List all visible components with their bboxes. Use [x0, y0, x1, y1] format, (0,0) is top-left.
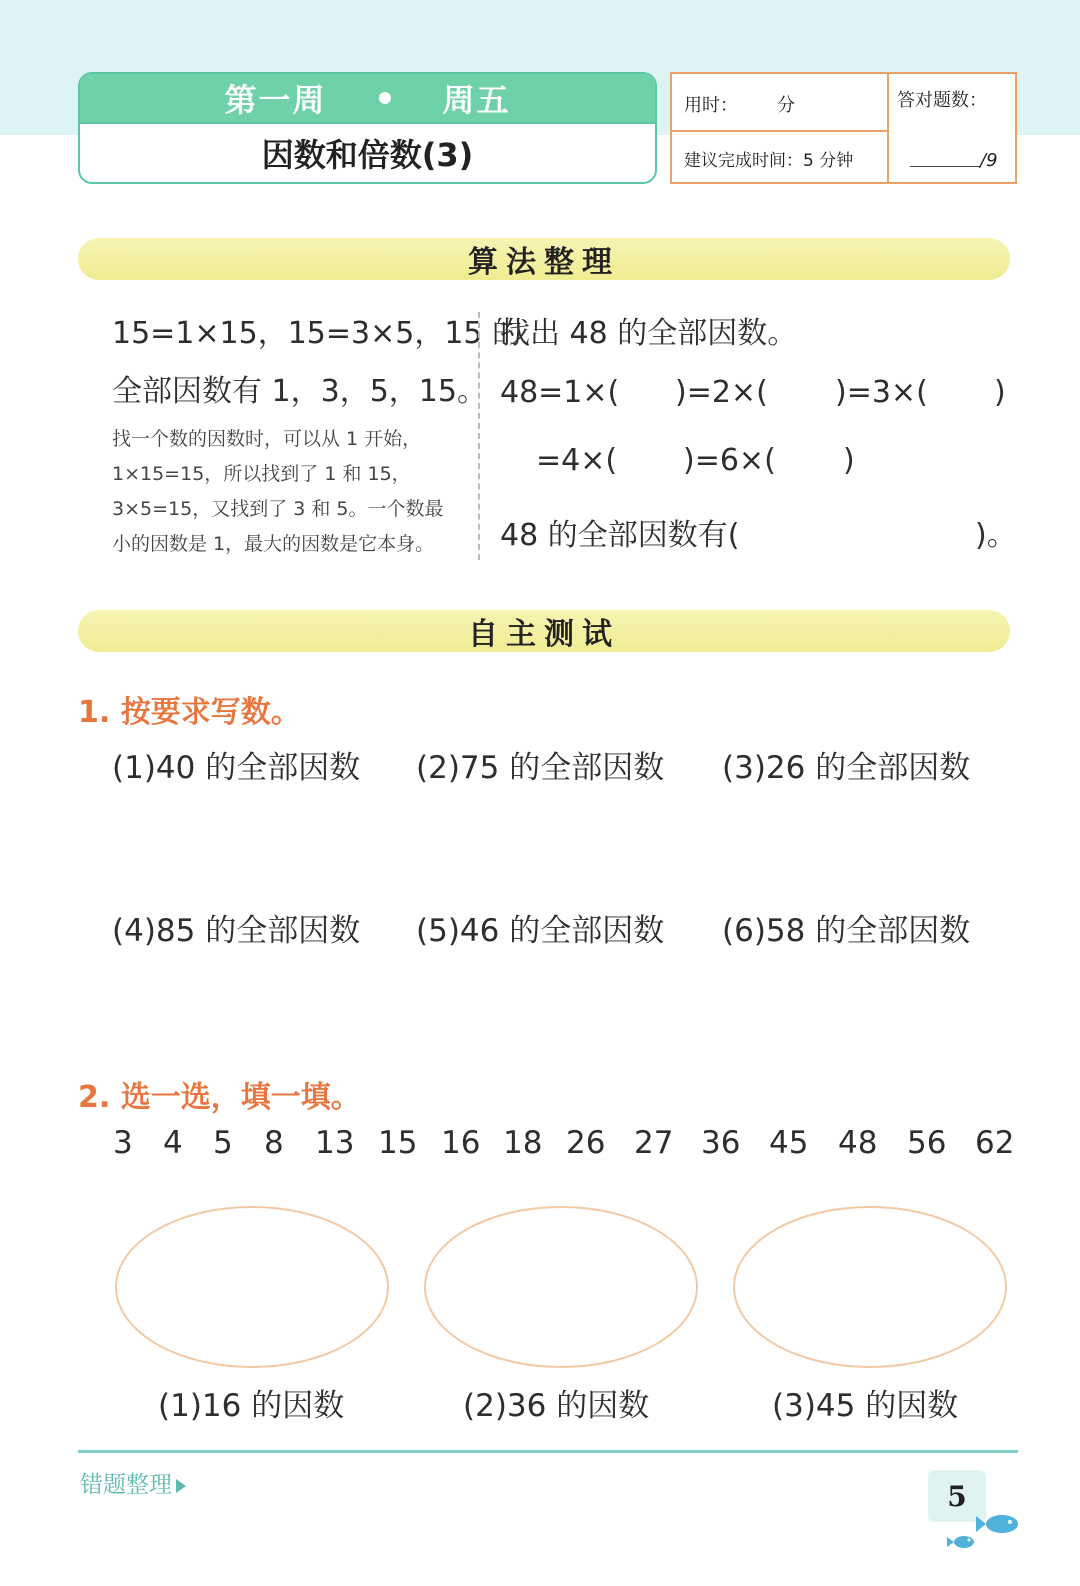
divider [672, 130, 887, 132]
equation-part: =4×( [536, 443, 618, 478]
number-option: 26 [566, 1125, 606, 1161]
equation-part: 48=1×( [500, 375, 620, 410]
dashed-separator [478, 312, 480, 560]
number-option: 45 [769, 1125, 809, 1161]
question-item: (5)46 的全部因数 [416, 913, 665, 949]
number-option: 15 [378, 1125, 418, 1161]
number-option: 36 [701, 1125, 741, 1161]
mistake-review-label: 错题整理 [80, 1472, 172, 1498]
exercise-question: 找出 48 的全部因数。 [500, 316, 798, 351]
equation-part: )=3×( [835, 375, 928, 410]
equation-part: )。 [975, 518, 1017, 553]
section-banner-self-test [78, 610, 1010, 652]
question-item: (1)40 的全部因数 [112, 750, 361, 786]
question-1-title: 1. 按要求写数。 [78, 695, 301, 730]
lesson-subtitle: 因数和倍数(3) [80, 122, 655, 182]
set-label: (3)45 的因数 [772, 1388, 959, 1424]
number-option: 48 [838, 1125, 878, 1161]
time-label: 用时： [684, 95, 738, 116]
section-title: 自主测试 [468, 617, 620, 652]
equation-part: )=2×( [675, 375, 768, 410]
week-label: 第一周 [224, 81, 327, 119]
section-banner-algorithm [78, 238, 1010, 280]
suggested-time: 建议完成时间：5 分钟 [684, 151, 854, 171]
number-option: 62 [975, 1125, 1015, 1161]
arrow-right-icon [176, 1479, 186, 1493]
equation-part: ) [994, 375, 1006, 410]
number-option: 8 [264, 1125, 284, 1161]
time-unit: 分 [777, 95, 795, 116]
lesson-title-box [78, 72, 657, 184]
day-label: 周五 [442, 81, 511, 119]
number-option: 4 [163, 1125, 183, 1161]
method-note: 找一个数的因数时，可以从 1 开始，1×15=15，所以找到了 1 和 15，3×5=15，又找到了 3 和 5。一个数最小的因数是 1，最大的因数是它本身。 [112, 428, 444, 555]
answer-ellipse-45[interactable] [733, 1206, 1007, 1368]
question-item: (3)26 的全部因数 [722, 750, 971, 786]
equation-part: 48 的全部因数有( [500, 518, 740, 553]
set-label: (2)36 的因数 [463, 1388, 650, 1424]
question-item: (2)75 的全部因数 [416, 750, 665, 786]
equation-part: )=6×( [683, 443, 776, 478]
question-2-title: 2. 选一选，填一填。 [78, 1080, 361, 1115]
week-day-bar [80, 74, 655, 122]
number-option: 56 [907, 1125, 947, 1161]
mistake-review-link[interactable] [80, 1466, 186, 1499]
answer-ellipse-36[interactable] [424, 1206, 698, 1368]
example-line-1: 15=1×15，15=3×5，15 的 [112, 316, 523, 351]
correct-count-total: /9 [980, 150, 998, 171]
footer-divider [78, 1450, 1018, 1453]
number-option: 5 [213, 1125, 233, 1161]
example-line-2: 全部因数有 1，3，5，15。 [112, 374, 487, 409]
number-option: 18 [503, 1125, 543, 1161]
bullet-dot-icon [379, 92, 391, 104]
question-item: (6)58 的全部因数 [722, 913, 971, 949]
correct-count-label: 答对题数： [897, 90, 987, 111]
answer-ellipse-16[interactable] [115, 1206, 389, 1368]
time-record-box [670, 72, 1017, 184]
fish-icon [942, 1508, 1026, 1554]
correct-count-blank[interactable] [910, 166, 980, 167]
number-option: 27 [634, 1125, 674, 1161]
question-item: (4)85 的全部因数 [112, 913, 361, 949]
number-option: 3 [113, 1125, 133, 1161]
set-label: (1)16 的因数 [158, 1388, 345, 1424]
equation-part: ) [843, 443, 855, 478]
page-number: 5 [928, 1470, 986, 1522]
divider [887, 74, 889, 182]
number-option: 16 [441, 1125, 481, 1161]
section-title: 算法整理 [468, 245, 620, 280]
number-option: 13 [315, 1125, 355, 1161]
